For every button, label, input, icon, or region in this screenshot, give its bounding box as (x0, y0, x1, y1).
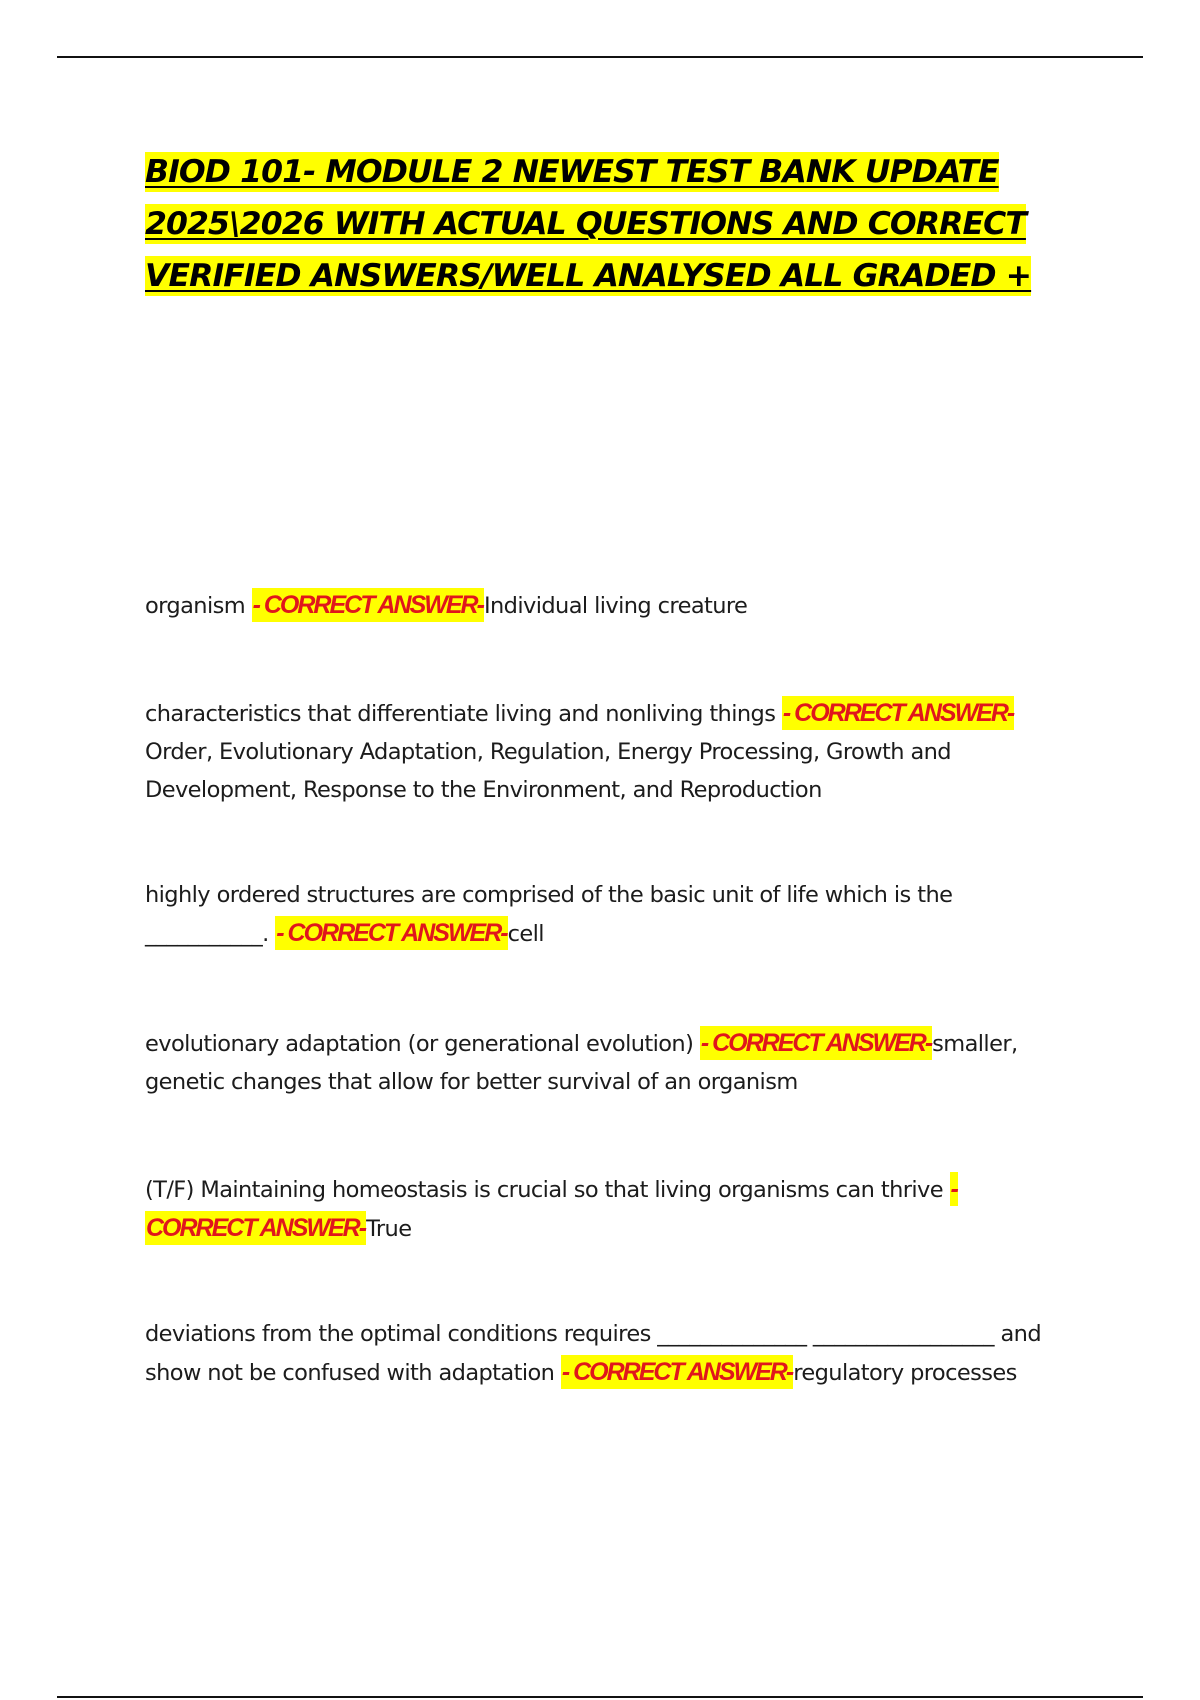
title-highlight: BIOD 101- MODULE 2 NEWEST TEST BANK UPDATE 2025\2026 WITH ACTUAL QUESTIONS AND CORRECT VERIFIED ANSWERS/WELL ANALYSED ALL GRADED + (145, 154, 1032, 294)
qa-item-evolutionary-adaptation (145, 1024, 1050, 1101)
question-text: characteristics that differentiate living and nonliving things (145, 701, 782, 727)
qa-item-organism (145, 586, 1050, 625)
correct-answer-tag: - CORRECT ANSWER- (252, 588, 484, 622)
document-title (145, 146, 1045, 302)
answer-text: True (366, 1216, 412, 1242)
question-text: deviations from the optimal conditions requires ______________ _________________ and show not be confused with adaptation (145, 1321, 1042, 1386)
correct-answer-tag: - CORRECT ANSWER- (145, 1172, 958, 1245)
footer-rule (57, 1696, 1143, 1698)
qa-item-characteristics (145, 694, 1050, 809)
correct-answer-tag: - CORRECT ANSWER- (561, 1355, 793, 1389)
header-rule (57, 56, 1143, 58)
question-text: evolutionary adaptation (or generational evolution) (145, 1031, 700, 1057)
answer-text: Individual living creature (483, 593, 748, 619)
qa-item-cell (145, 876, 1050, 953)
answer-text: cell (507, 921, 544, 947)
question-text: (T/F) Maintaining homeostasis is crucial so that living organisms can thrive (145, 1177, 950, 1203)
correct-answer-tag: - CORRECT ANSWER- (700, 1026, 932, 1060)
answer-text: Order, Evolutionary Adaptation, Regulation, Energy Processing, Growth and Development, Response to the Environment, and Reproduction (145, 739, 951, 803)
correct-answer-tag: - CORRECT ANSWER- (275, 916, 507, 950)
answer-text: smaller, genetic changes that allow for better survival of an organism (145, 1031, 1018, 1095)
question-text: organism (145, 593, 252, 619)
qa-item-regulatory-processes (145, 1315, 1050, 1392)
answer-text: regulatory processes (793, 1360, 1017, 1386)
qa-item-homeostasis (145, 1170, 1050, 1248)
question-text: highly ordered structures are comprised of the basic unit of life which is the ___________. (145, 882, 953, 947)
correct-answer-tag: - CORRECT ANSWER- (782, 696, 1014, 730)
